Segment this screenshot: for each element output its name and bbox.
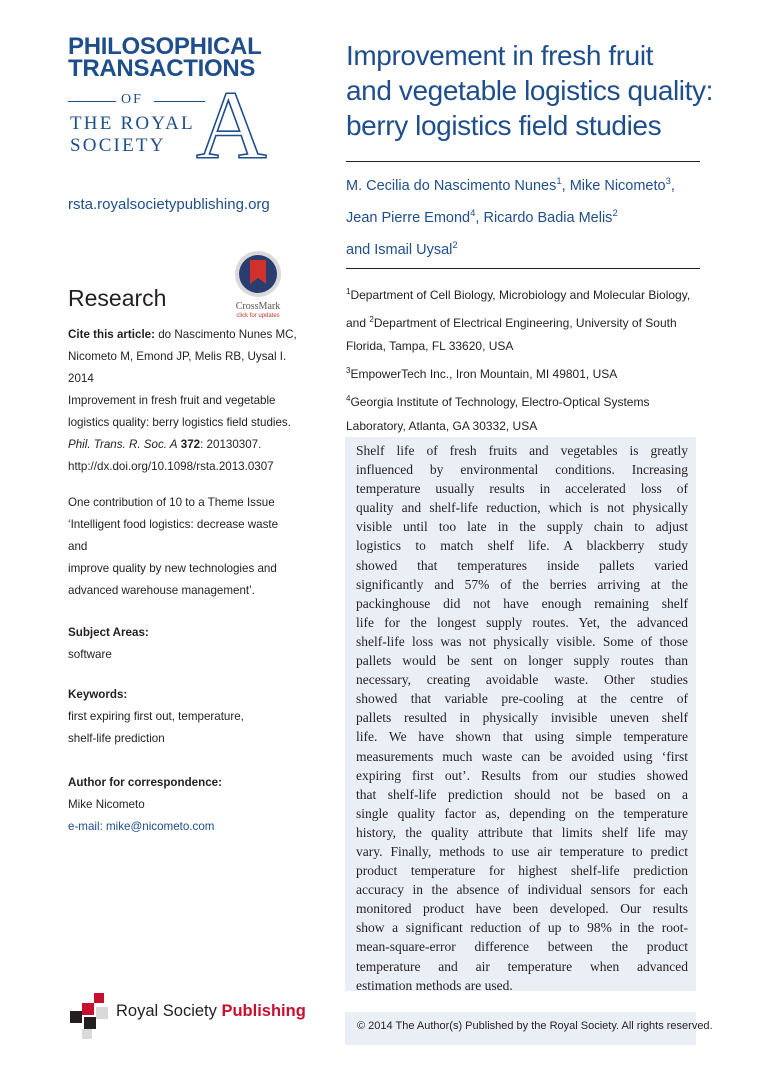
correspondence-name: Mike Nicometo [68, 798, 145, 811]
abstract-line: accuracy in the absence of individual sensors for each [356, 882, 688, 898]
author-sup: 2 [612, 207, 618, 219]
journal-logo-line3: THE ROYAL [70, 113, 195, 134]
affil-4-line2: Laboratory, Atlanta, GA 30332, USA [346, 418, 538, 433]
abstract-line: estimation methods are used. [356, 977, 513, 993]
contribution-line1: One contribution of 10 to a Theme Issue [68, 496, 275, 509]
journal-logo-line1: PHILOSOPHICAL [68, 33, 262, 60]
article-title [346, 38, 716, 143]
journal-logo-of [68, 93, 205, 107]
abstract-line: showed that temperatures inside pallets varied [356, 557, 688, 573]
abstract-line: necessary, creating avoidable waste. Other studies [356, 672, 688, 688]
abstract-text [356, 441, 688, 995]
crossmark-icon[interactable] [228, 250, 288, 300]
author-sep: , [561, 177, 570, 194]
cite-line2: Nicometo M, Emond JP, Melis RB, Uysal I. 2014 [68, 350, 287, 385]
cite-doi[interactable]: http://dx.doi.org/10.1098/rsta.2013.0307 [68, 460, 274, 473]
journal-logo-line4: SOCIETY [70, 135, 166, 156]
affiliations [346, 280, 706, 438]
affil-and: and [346, 315, 370, 330]
authors-divider [346, 268, 700, 269]
author-sup: 4 [470, 207, 476, 219]
correspondence-email[interactable]: mike@nicometo.com [106, 820, 215, 833]
cite-volume: 372 [180, 438, 201, 451]
affil-3: EmpowerTech Inc., Iron Mountain, MI 49801, USA [350, 367, 618, 382]
author-sup: 3 [665, 176, 671, 187]
author-name: M. Cecilia do Nascimento Nunes [346, 177, 557, 194]
abstract-line: packinghouse did not have enough remaining shelf [356, 595, 688, 611]
abstract-line: quality and shelf-life reduction, which is not physically [356, 500, 688, 516]
abstract-line: product temperature for highest shelf-life prediction [356, 863, 688, 879]
affil-2-line3: Florida, Tampa, FL 33620, USA [346, 339, 514, 354]
title-line2: and vegetable logistics quality: [346, 75, 713, 106]
abstract-line: life. We have shown that using simple temperature [356, 729, 688, 745]
abstract-line: shelf-life loss was not physically visible. Some of those [356, 633, 688, 649]
abstract-line: influenced by environmental conditions. Increasing [356, 462, 688, 478]
keywords-block [68, 684, 300, 750]
section-label: Research [68, 285, 167, 311]
abstract-line: Shelf life of fresh fruits and vegetables is greatly [356, 443, 688, 458]
contribution-line3: improve quality by new technologies and [68, 562, 277, 575]
title-divider [346, 161, 700, 162]
journal-logo-of-text: OF [121, 92, 143, 107]
cite-line3: Improvement in fresh fruit and vegetable [68, 394, 276, 407]
affil-1-line1: Department of Cell Biology, Microbiology and Molecular Biology, [350, 288, 691, 302]
contribution-line2: ‘Intelligent food logistics: decrease waste and [68, 518, 279, 553]
logo-rule-left [68, 101, 116, 102]
keywords-line2: shelf-life prediction [68, 732, 165, 745]
cite-journal: Phil. Trans. R. Soc. A [68, 438, 178, 451]
abstract-line: that shelf-life prediction should not be based on a [356, 786, 688, 802]
affil-sup: 2 [369, 314, 374, 324]
affil-sup: 1 [346, 287, 351, 296]
copyright-text: © 2014 The Author(s) Published by the Royal Society. All rights reserved. [357, 1020, 713, 1032]
cite-line4: logistics quality: berry logistics field studies. [68, 416, 291, 429]
crossmark-label[interactable]: CrossMark [235, 301, 281, 312]
cite-line1: do Nascimento Nunes MC, [154, 328, 297, 341]
correspondence-label: Author for correspondence: [68, 776, 222, 789]
abstract-line: expiring first out’. Results from our studies showed [356, 767, 688, 783]
series-letter: A [196, 82, 267, 162]
abstract-line: life for the longest supply routes. Yet, the advanced [356, 614, 688, 630]
abstract-line: single quality factor as, depending on the temperature [356, 805, 688, 821]
contribution-block [68, 492, 300, 602]
abstract-line: show a significant reduction of up to 98% in the root- [356, 920, 688, 936]
abstract-line: temperature and air temperature when advanced [356, 958, 688, 974]
abstract-line: showed that variable pre-cooling at the centre of [356, 691, 688, 707]
publisher-name [116, 1002, 306, 1021]
subject-label: Subject Areas: [68, 626, 149, 639]
author-name: Jean Pierre Emond [346, 209, 471, 226]
journal-logo-royal-society [70, 113, 195, 157]
series-a-letter-icon [196, 82, 276, 162]
subject-value: software [68, 648, 112, 661]
journal-logo-title [68, 33, 262, 82]
keywords-line1: first expiring first out, temperature, [68, 710, 244, 723]
author-name: Mike Nicometo [569, 177, 666, 194]
affil-2-line2: Department of Electrical Engineering, University of South [373, 315, 677, 330]
author-list [346, 168, 706, 263]
cite-label: Cite this article: [68, 328, 155, 341]
author-sep: , [475, 209, 484, 226]
correspondence-email-label: e-mail: [68, 820, 107, 833]
abstract-line: history, the quality attribute that limits shelf life may [356, 824, 688, 840]
publisher-name-plain: Royal Society [116, 1002, 222, 1020]
subject-block [68, 622, 300, 666]
abstract-line: measurements much waste can be avoided using ‘first [356, 748, 688, 764]
publisher-name-highlight: Publishing [221, 1002, 306, 1020]
royal-society-publishing-logo-icon [68, 993, 112, 1039]
author-sup: 1 [556, 176, 562, 187]
journal-logo-line2: TRANSACTIONS [68, 55, 256, 82]
correspondence-block [68, 772, 300, 838]
title-line3: berry logistics field studies [346, 110, 662, 141]
cite-article: : 20130307. [200, 438, 262, 451]
abstract-line: vary. Finally, methods to use air temperature to predict [356, 843, 688, 859]
author-name: Ricardo Badia Melis [483, 209, 613, 226]
abstract-line: pallets resulted in physically invisible uneven shelf [356, 710, 688, 726]
affil-sup: 3 [346, 366, 351, 376]
crossmark-sub[interactable]: click for updates [236, 313, 280, 319]
title-line1: Improvement in fresh fruit [346, 40, 654, 71]
journal-url[interactable]: rsta.royalsocietypublishing.org [68, 196, 270, 213]
abstract-line: logistics to match shelf life. A blackberry study [356, 538, 688, 554]
abstract-line: monitored product have been developed. Our results [356, 901, 688, 917]
affil-4-line1: Georgia Institute of Technology, Electro-Optical Systems [350, 394, 650, 409]
abstract-line: mean-square-error difference between the product [356, 939, 688, 955]
author-name: and Ismail Uysal [346, 241, 453, 258]
abstract-line: temperature usually results in accelerated loss of [356, 481, 688, 497]
abstract-line: significantly and 57% of the berries arriving at the [356, 576, 688, 592]
cite-block [68, 324, 300, 478]
affil-sup: 4 [346, 393, 351, 403]
author-sup: 2 [452, 239, 458, 251]
abstract-line: pallets would be sent on longer supply routes than [356, 653, 688, 669]
author-sep: , [670, 177, 675, 194]
keywords-label: Keywords: [68, 688, 128, 701]
abstract-line: visible until too late in the supply chain to adjust [356, 519, 688, 535]
contribution-line4: advanced warehouse management’. [68, 584, 255, 597]
